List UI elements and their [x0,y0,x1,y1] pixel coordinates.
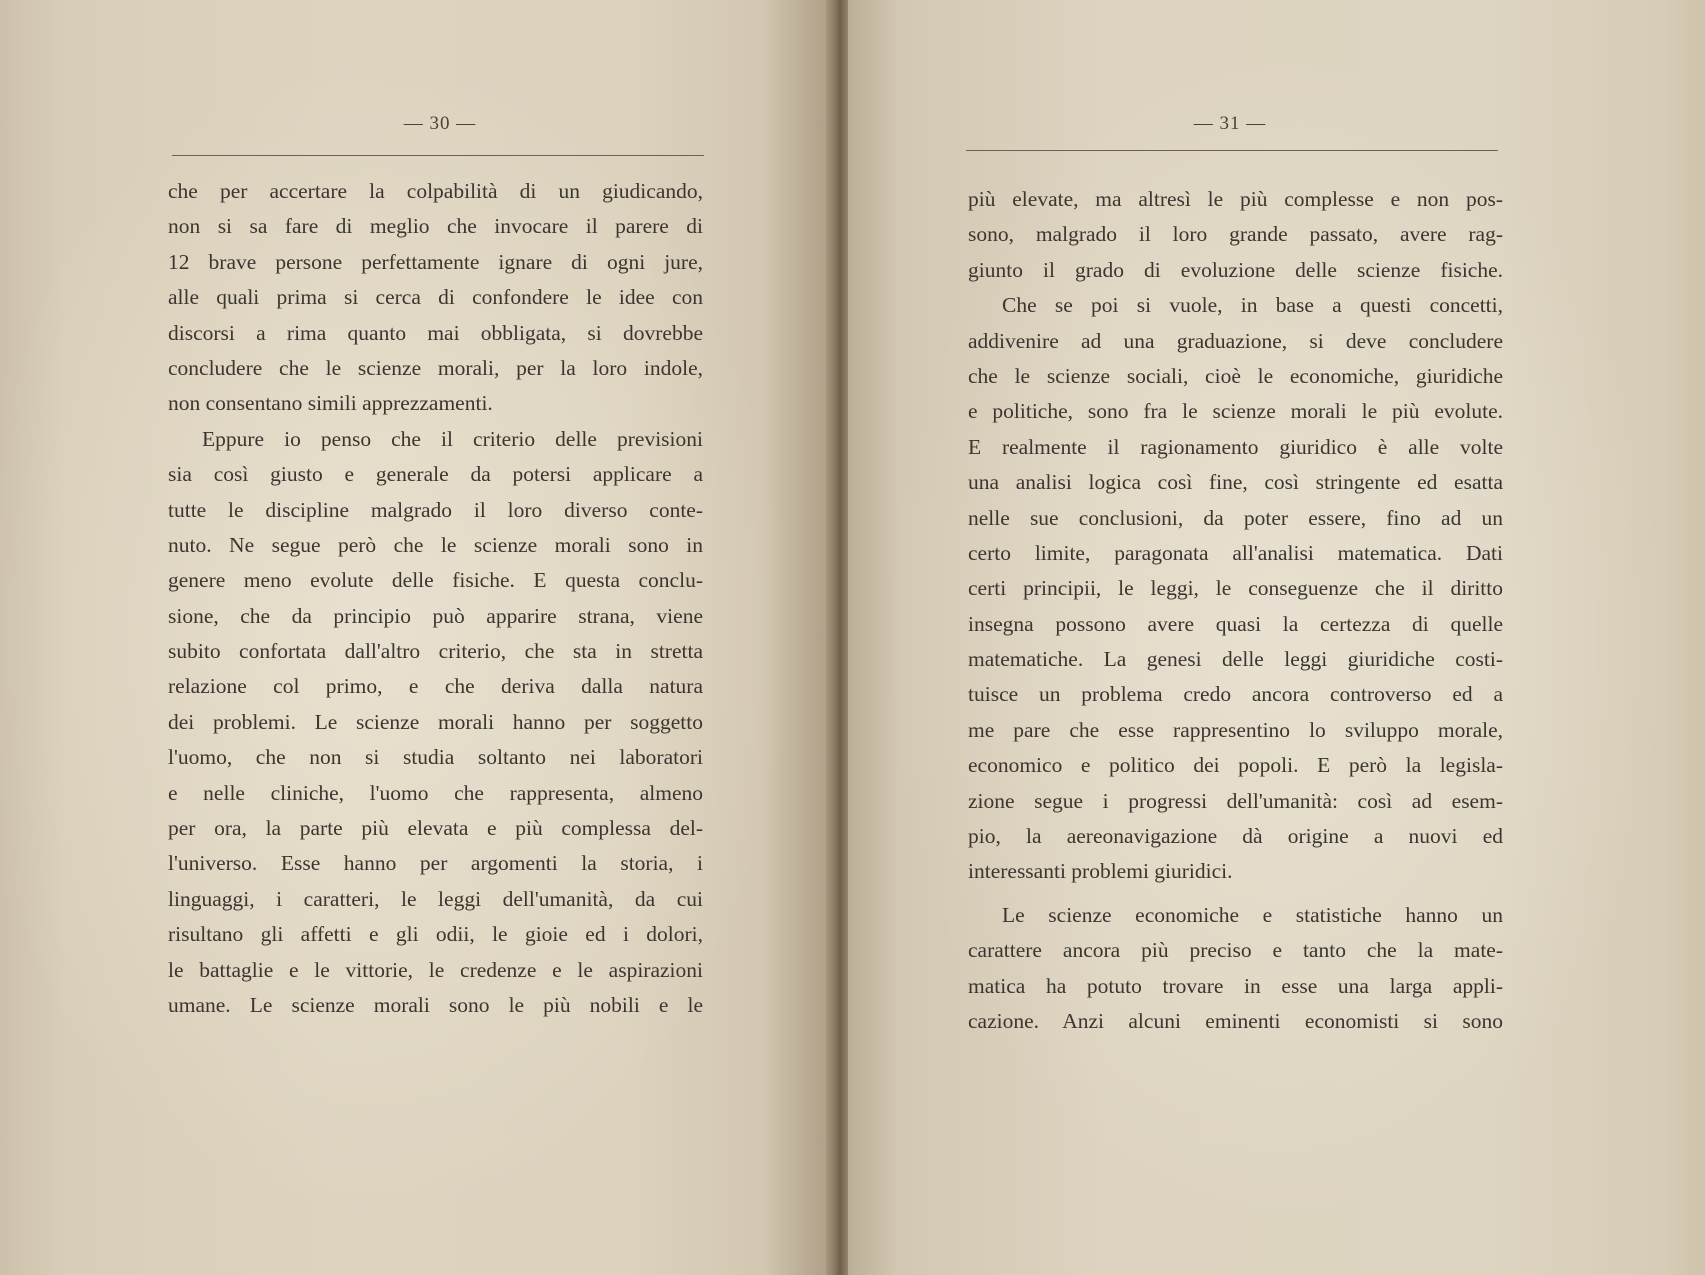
text-line: l'uomo, che non si studia soltanto nei laboratori [168,745,703,770]
text-line: tutte le discipline malgrado il loro diverso conte- [168,497,703,522]
text-line: dei problemi. Le scienze morali hanno per soggetto [168,709,703,734]
text-line: genere meno evolute delle fisiche. E questa conclu- [168,568,703,593]
text-line: non si sa fare di meglio che invocare il parere di [168,214,703,239]
text-line: linguaggi, i caratteri, le leggi dell'umanità, da cui [168,886,703,911]
text-line: risultano gli affetti e gli odii, le gioie ed i dolori, [168,922,703,947]
text-line: Eppure io penso che il criterio delle previsioni [202,426,703,451]
text-line: per ora, la parte più elevata e più complessa del- [168,816,703,841]
text-line: Che se poi si vuole, in base a questi concetti, [1002,293,1503,318]
text-line: giunto il grado di evoluzione delle scienze fisiche. [968,257,1503,282]
text-line: e nelle cliniche, l'uomo che rappresenta, almeno [168,780,703,805]
spine-shadow-left [760,0,830,1275]
text-line: nelle sue conclusioni, da poter essere, fino ad un [968,505,1503,530]
left-page [0,0,832,1275]
text-line: che per accertare la colpabilità di un giudicando, [168,179,703,203]
text-line: me pare che esse rappresentino lo sviluppo morale, [968,717,1503,742]
left-page-text [168,174,703,1023]
text-line: matematiche. La genesi delle leggi giuridiche costi- [968,647,1503,672]
text-line: sia così giusto e generale da potersi applicare a [168,462,703,487]
text-line: pio, la aereonavigazione dà origine a nuovi ed [968,824,1503,849]
text-line: interessanti problemi giuridici. [968,859,1233,884]
text-line: nuto. Ne segue però che le scienze morali sono in [168,532,703,557]
text-line: che le scienze sociali, cioè le economiche, giuridiche [968,363,1503,388]
text-line: le battaglie e le vittorie, le credenze e le aspirazioni [168,957,703,982]
text-line: zione segue i progressi dell'umanità: così ad esem- [968,788,1503,813]
text-line: tuisce un problema credo ancora controverso ed a [968,682,1503,707]
right-page-number: — 31 — [1193,113,1267,134]
text-line: e politiche, sono fra le scienze morali le più evolute. [968,399,1503,424]
text-line: l'universo. Esse hanno per argomenti la storia, i [168,851,703,876]
right-page-text [968,182,1503,1039]
text-line: matica ha potuto trovare in esse una larga appli- [968,973,1503,998]
left-page-number: — 30 — [403,113,477,134]
text-line: una analisi logica così fine, così stringente ed esatta [968,470,1503,495]
text-line: economico e politico dei popoli. E però la legisla- [968,753,1503,778]
left-header-rule [172,155,704,156]
text-line: alle quali prima si cerca di confondere le idee con [168,285,703,310]
text-line: discorsi a rima quanto mai obbligata, si dovrebbe [168,320,703,345]
text-line: certo limite, paragonata all'analisi matematica. Dati [968,540,1503,565]
text-line: relazione col primo, e che deriva dalla natura [168,674,703,699]
text-line: addivenire ad una graduazione, si deve concludere [968,328,1503,353]
right-header-rule [966,150,1498,151]
right-page [848,0,1705,1275]
text-line: E realmente il ragionamento giuridico è alle volte [968,434,1503,459]
text-line: umane. Le scienze morali sono le più nobili e le [168,992,703,1017]
text-line: non consentano simili apprezzamenti. [168,391,493,416]
text-line: sione, che da principio può apparire strana, viene [168,603,703,628]
text-line: più elevate, ma altresì le più complesse e non pos- [968,187,1503,211]
text-line: cazione. Anzi alcuni eminenti economisti si sono [968,1008,1503,1033]
text-line: certi principii, le leggi, le conseguenze che il diritto [968,576,1503,601]
text-line: 12 brave persone perfettamente ignare di ogni jure, [168,249,703,274]
text-line: concludere che le scienze morali, per la loro indole, [168,355,703,380]
text-line: sono, malgrado il loro grande passato, avere rag- [968,222,1503,247]
text-line: insegna possono avere quasi la certezza di quelle [968,611,1503,636]
text-line: Le scienze economiche e statistiche hanno un [1002,902,1503,927]
text-line: subito confortata dall'altro criterio, che sta in stretta [168,639,703,664]
text-line: carattere ancora più preciso e tanto che la mate- [968,938,1503,963]
